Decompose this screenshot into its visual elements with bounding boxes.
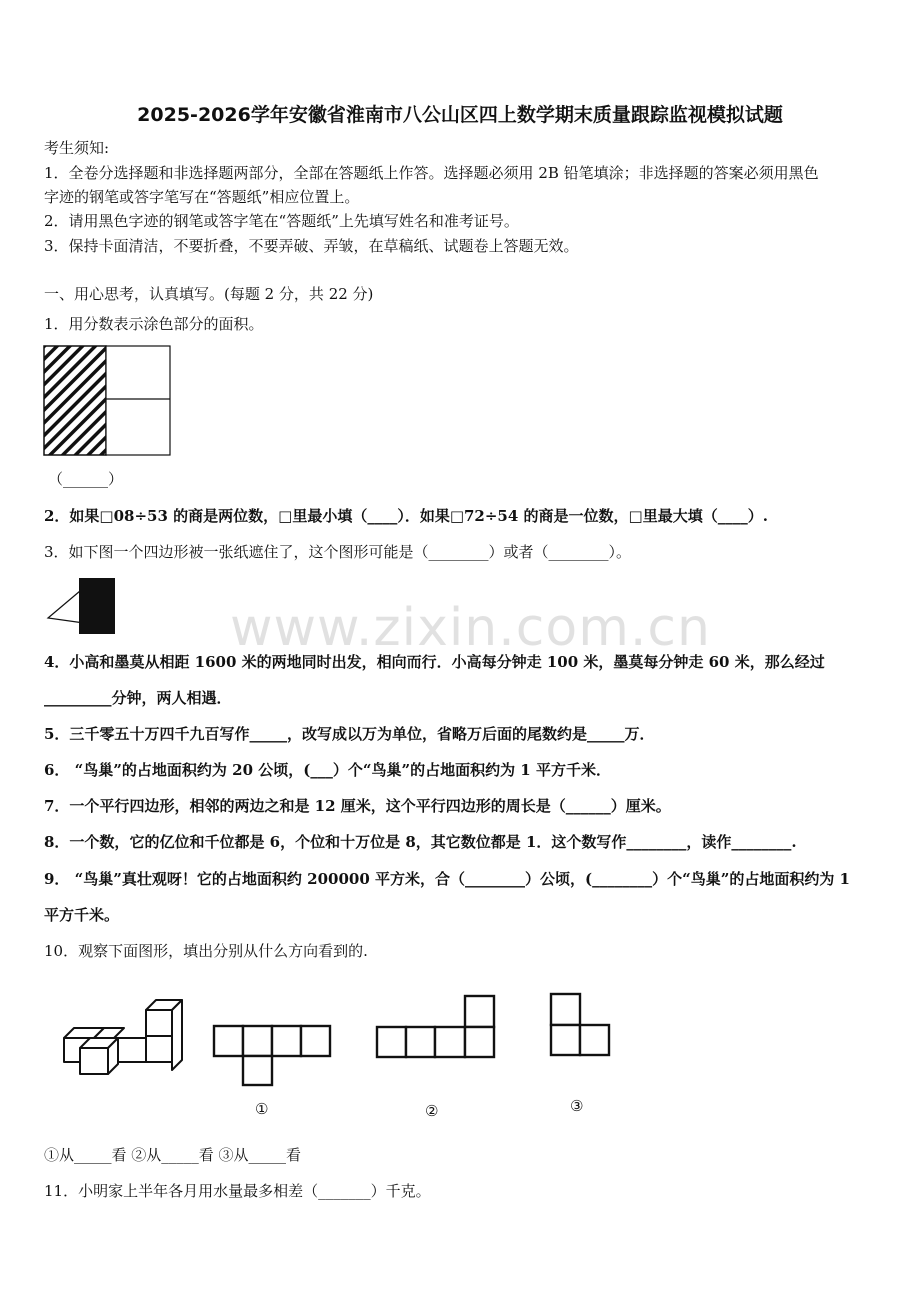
covered-quadrilateral-figure bbox=[44, 577, 124, 637]
question-4: 4．小高和墨莫从相距 1600 米的两地同时出发，相向而行．小高每分钟走 100 米，墨莫每分钟走 60 米，那么经过 bbox=[44, 653, 825, 671]
shaded-rectangle-figure bbox=[43, 345, 173, 457]
question-6: 6． “鸟巢”的占地面积约为 20 公顷，(___）个“鸟巢”的占地面积约为 1 平方千米． bbox=[44, 761, 611, 779]
question-5: 5．三千零五十万四千九百写作_____，改写成以万为单位，省略万后面的尾数约是_____万． bbox=[44, 725, 655, 743]
view-3-figure bbox=[550, 993, 612, 1057]
question-1-answer-blank: （______） bbox=[48, 470, 124, 488]
cube-stack-figure bbox=[62, 998, 187, 1078]
question-4-continued: _________分钟，两人相遇． bbox=[44, 689, 232, 707]
view-2-label: ② bbox=[425, 1102, 439, 1120]
notice-heading: 考生须知: bbox=[44, 139, 110, 157]
watermark: www.zixin.com.cn bbox=[230, 598, 711, 658]
question-10: 10．观察下面图形，填出分别从什么方向看到的. bbox=[44, 942, 368, 960]
question-9: 9． “鸟巢”真壮观呀！它的占地面积约 200000 平方米，合（________）公顷，(________）个“鸟巢”的占地面积约为 1 bbox=[44, 870, 850, 888]
question-10-answer: ①从_____看 ②从_____看 ③从_____看 bbox=[44, 1146, 302, 1164]
notice-item: 2．请用黑色字迹的钢笔或答字笔在“答题纸”上先填写姓名和准考证号。 bbox=[44, 212, 519, 230]
notice-item: 3．保持卡面清洁，不要折叠，不要弄破、弄皱，在草稿纸、试题卷上答题无效。 bbox=[44, 237, 579, 255]
page-title: 2025-2026学年安徽省淮南市八公山区四上数学期末质量跟踪监视模拟试题 bbox=[137, 104, 783, 126]
view-1-figure bbox=[213, 1025, 333, 1087]
question-11: 11．小明家上半年各月用水量最多相差（_______）千克。 bbox=[44, 1182, 431, 1200]
question-8: 8．一个数，它的亿位和千位都是 6，个位和十万位是 8，其它数位都是 1．这个数写作________，读作________. bbox=[44, 833, 797, 851]
notice-item: 字迹的钢笔或答字笔写在“答题纸”相应位置上。 bbox=[44, 188, 360, 206]
question-2: 2．如果□08÷53 的商是两位数，□里最小填（____）．如果□72÷54 的商是一位数，□里最大填（____）. bbox=[44, 507, 768, 525]
section-heading: 一、用心思考，认真填写。(每题 2 分，共 22 分) bbox=[44, 285, 374, 303]
view-2-figure bbox=[376, 995, 498, 1059]
question-1: 1．用分数表示涂色部分的面积。 bbox=[44, 315, 264, 333]
view-1-label: ① bbox=[255, 1100, 269, 1118]
question-7: 7．一个平行四边形，相邻的两边之和是 12 厘米，这个平行四边形的周长是（______）厘米。 bbox=[44, 797, 671, 815]
notice-item: 1．全卷分选择题和非选择题两部分，全部在答题纸上作答。选择题必须用 2B 铅笔填涂；非选择题的答案必须用黑色 bbox=[44, 164, 819, 182]
view-3-label: ③ bbox=[570, 1097, 584, 1115]
question-3: 3．如下图一个四边形被一张纸遮住了，这个图形可能是（________）或者（________）。 bbox=[44, 543, 632, 561]
question-9-continued: 平方千米。 bbox=[44, 906, 120, 924]
